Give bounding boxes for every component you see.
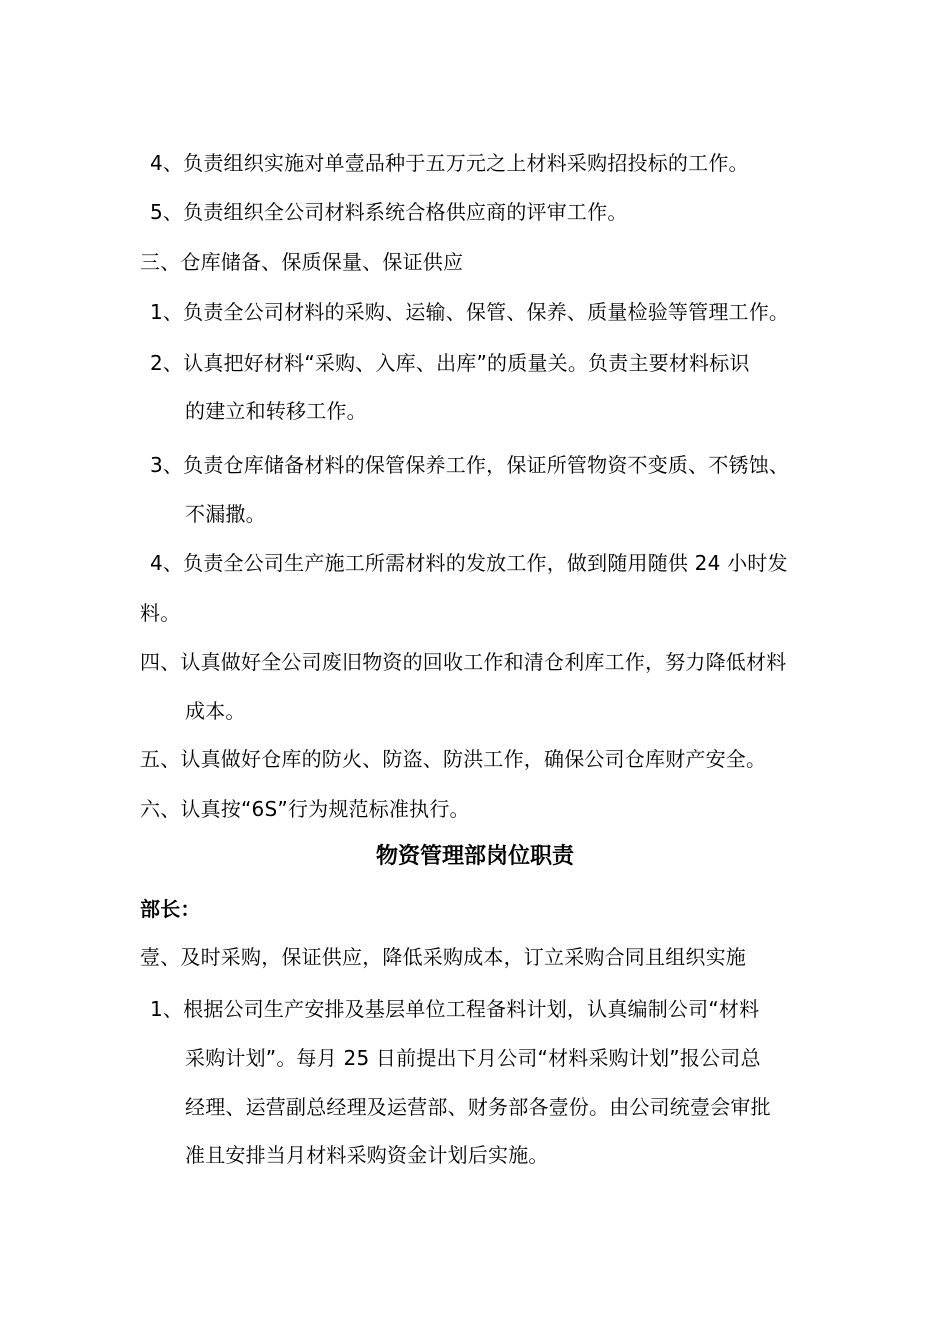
text-line: 四、认真做好全公司废旧物资的回收工作和清仓利库工作，努力降低材料: [140, 650, 787, 674]
text-line: 1、负责全公司材料的采购、运输、保管、保养、质量检验等管理工作。: [150, 300, 790, 324]
text-line: 1、根据公司生产安排及基层单位工程备料计划，认真编制公司“材料: [150, 997, 760, 1021]
role-label: 部长：: [140, 897, 201, 921]
text-line: 的建立和转移工作。: [185, 399, 367, 423]
text-line: 5、负责组织全公司材料系统合格供应商的评审工作。: [150, 200, 628, 224]
text-line: 准且安排当月材料采购资金计划后实施。: [185, 1143, 549, 1167]
text-line: 成本。: [185, 699, 246, 723]
text-line: 采购计划”。每月 25 日前提出下月公司“材料采购计划”报公司总: [185, 1046, 761, 1070]
text-line: 不漏撒。: [185, 502, 266, 526]
text-line: 2、认真把好材料“采购、入库、出库”的质量关。负责主要材料标识: [150, 351, 750, 375]
text-line: 三、仓库储备、保质保量、保证供应: [140, 250, 464, 274]
text-line: 3、负责仓库储备材料的保管保养工作，保证所管物资不变质、不锈蚀、: [150, 453, 790, 477]
text-line: 4、负责组织实施对单壹品种于五万元之上材料采购招投标的工作。: [150, 151, 749, 175]
section-title: 物资管理部岗位职责: [375, 844, 574, 869]
text-line: 料。: [140, 601, 181, 625]
text-line: 五、认真做好仓库的防火、防盗、防洪工作，确保公司仓库财产安全。: [140, 747, 767, 771]
text-line: 经理、运营副总经理及运营部、财务部各壹份。由公司统壹会审批: [185, 1095, 771, 1119]
text-line: 六、认真按“6S”行为规范标准执行。: [140, 797, 470, 821]
text-line: 4、负责全公司生产施工所需材料的发放工作，做到随用随供 24 小时发: [150, 551, 788, 575]
text-line: 壹、及时采购，保证供应，降低采购成本，订立采购合同且组织实施: [140, 945, 746, 969]
